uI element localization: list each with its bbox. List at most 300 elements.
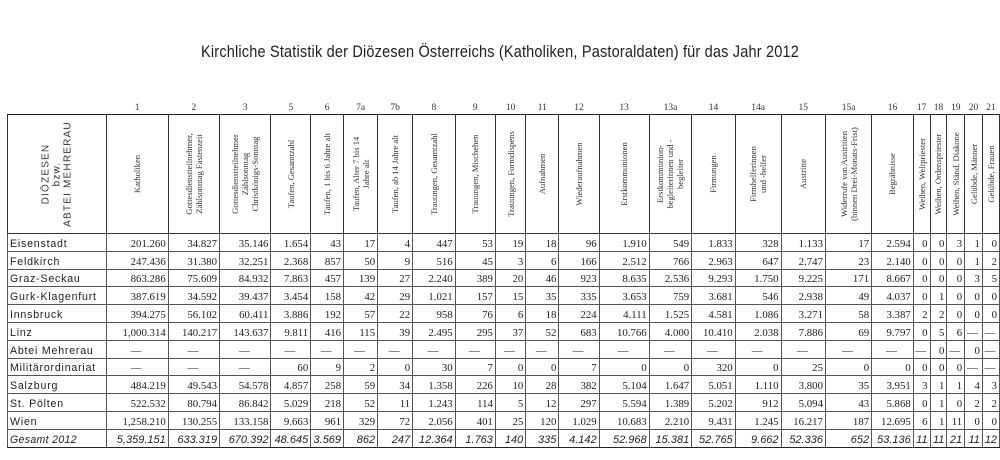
column-number: 17 [916,103,927,113]
total-cell: 52.765 [692,429,735,447]
table-cell: 34.592 [168,287,219,305]
column-header [599,115,649,234]
table-row [8,394,1000,412]
table-cell: — [947,340,965,358]
table-cell: — [495,340,525,358]
table-cell: 0 [930,340,947,358]
table-cell: 2 [982,251,999,269]
table-cell: 17 [344,234,378,252]
table-cell: 9.293 [692,269,735,287]
diocese-name: Graz-Seckau [8,269,107,287]
column-header-line: Begräbnisse [887,152,898,196]
total-cell: 12 [982,429,999,447]
table-cell: 3.653 [599,287,649,305]
table-cell: 3 [947,234,965,252]
table-cell: 9.811 [271,322,311,340]
column-header [965,115,983,234]
table-cell: — [982,340,999,358]
table-cell: 115 [344,322,378,340]
total-cell: 15.381 [649,429,692,447]
table-cell: 247.436 [106,251,168,269]
table-cell: 3 [913,376,930,394]
diocese-name: Abtei Mehrerau [8,340,107,358]
column-header-line: Taufen, Gesamtzahl [285,139,296,209]
table-cell: 1,258.210 [106,411,168,429]
table-cell: 49 [825,287,871,305]
table-cell: — [649,340,692,358]
table-cell: 1.086 [735,305,781,323]
table-cell: 0 [599,358,649,376]
table-cell: 484.219 [106,376,168,394]
column-header [930,115,947,234]
table-cell: — [220,358,271,376]
table-cell: — [872,340,914,358]
table-cell: 0 [965,411,983,429]
column-header [455,115,495,234]
table-cell: — [344,340,378,358]
table-cell: — [965,322,983,340]
diocese-name: Eisenstadt [8,234,107,252]
column-header-line: Widerrufe von Austritten [838,130,849,218]
table-cell: 130.255 [168,411,219,429]
table-cell: 0 [947,358,965,376]
table-cell: 11 [947,411,965,429]
column-header [781,115,825,234]
table-cell: 329 [344,411,378,429]
table-cell: 958 [413,305,456,323]
table-cell: 0 [495,358,525,376]
table-cell: 3 [965,269,983,287]
column-header-line: (binnen Drei-Monats-Frist) [848,127,859,221]
table-cell: 3.951 [872,376,914,394]
table-cell: 0 [947,269,965,287]
column-header-line: Gelübde, Frauen [985,145,996,203]
table-cell: 143.637 [220,322,271,340]
column-number: 8 [431,103,437,113]
table-cell: 3 [982,376,999,394]
table-cell: 166 [559,251,599,269]
table-cell: 0 [947,305,965,323]
table-cell: 2.056 [413,411,456,429]
table-cell: 4 [965,376,983,394]
table-cell: 1 [930,376,947,394]
table-cell: 16.217 [781,411,825,429]
table-cell: 5.094 [781,394,825,412]
table-cell: 0 [825,358,871,376]
table-cell: — [982,358,999,376]
diocese-name: Innsbruck [8,305,107,323]
column-header [649,115,692,234]
column-header [344,115,378,234]
total-cell: 3.569 [311,429,344,447]
column-number: 11 [537,103,547,113]
table-cell: 3 [495,251,525,269]
table-cell: 516 [413,251,456,269]
table-cell: 0 [982,287,999,305]
column-header-line: Trauungen, Formdispens [505,131,516,217]
total-cell: 1.763 [455,429,495,447]
table-cell: — [311,340,344,358]
table-cell: 0 [913,394,930,412]
table-cell: 2.210 [649,411,692,429]
table-cell: 15 [495,287,525,305]
table-cell: 522.532 [106,394,168,412]
table-cell: 27 [378,269,413,287]
table-cell: 447 [413,234,456,252]
table-cell: 53 [455,234,495,252]
table-cell: 387.619 [106,287,168,305]
column-header-line: Trauungen, Gesamtzahl [428,133,439,215]
column-header-line: Weihen, Weltpriester [916,138,927,210]
table-cell: 45 [455,251,495,269]
table-cell: 2.938 [781,287,825,305]
table-cell: 9 [378,251,413,269]
total-cell: 247 [378,429,413,447]
table-cell: 0 [913,322,930,340]
table-cell: 0 [982,234,999,252]
table-cell: 258 [311,376,344,394]
table-cell: 50 [344,251,378,269]
table-cell: 2 [965,394,983,412]
table-cell: 39.437 [220,287,271,305]
total-cell: 53.136 [872,429,914,447]
table-cell: 1.833 [692,234,735,252]
table-cell: 218 [311,394,344,412]
diocese-name: St. Pölten [8,394,107,412]
table-cell: 857 [311,251,344,269]
column-header [106,115,168,234]
table-cell: 187 [825,411,871,429]
table-cell: 9.797 [872,322,914,340]
table-cell: 1.133 [781,234,825,252]
table-cell: 3.387 [872,305,914,323]
total-cell: 652 [825,429,871,447]
document-title: Kirchliche Statistik der Diözesen Österreichs (Katholiken, Pastoraldaten) für das Jahr 2012 [201,43,799,61]
table-cell: 9.225 [781,269,825,287]
diocese-name: Wien [8,411,107,429]
table-row [8,376,1000,394]
total-cell: 21 [947,429,965,447]
column-number: 5 [288,103,294,113]
table-cell: 0 [965,340,983,358]
table-cell: 0 [930,358,947,376]
table-cell: 2.495 [413,322,456,340]
table-row [8,358,1000,376]
column-number: 6 [324,103,330,113]
table-cell: 5.202 [692,394,735,412]
column-number: 2 [191,103,197,113]
table-cell: 295 [455,322,495,340]
table-cell: 0 [965,287,983,305]
table-cell: 6 [526,251,559,269]
table-cell: — [982,322,999,340]
column-number: 13a [663,103,678,113]
table-cell: 35.146 [220,234,271,252]
table-cell: — [526,340,559,358]
table-cell: 0 [378,358,413,376]
table-cell: 759 [649,287,692,305]
column-header-line: Erstkommunion- [655,144,666,204]
table-cell: 86.842 [220,394,271,412]
table-cell: 19 [495,234,525,252]
table-cell: 389 [455,269,495,287]
table-cell: 10.410 [692,322,735,340]
column-header [220,115,271,234]
table-cell: 1 [930,287,947,305]
column-number: 15 [798,103,808,113]
table-cell: 1.910 [599,234,649,252]
table-cell: 0 [649,358,692,376]
table-cell: 2 [913,305,930,323]
table-cell: 961 [311,411,344,429]
column-header [413,115,456,234]
table-cell: 3.681 [692,287,735,305]
table-cell: — [106,340,168,358]
table-cell: 0 [930,269,947,287]
column-number: 10 [505,103,516,113]
table-cell: 46 [526,269,559,287]
total-cell: 12.364 [413,429,456,447]
table-cell: 1.654 [271,234,311,252]
table-cell: 2 [982,394,999,412]
column-number: 12 [574,103,584,113]
column-header [526,115,559,234]
table-cell: 17 [825,234,871,252]
total-cell: 48.645 [271,429,311,447]
diocese-name: Militärordinariat [8,358,107,376]
table-cell: 0 [982,411,999,429]
table-cell: 11 [378,394,413,412]
table-cell: 2 [930,305,947,323]
column-header-line: Erstkommunionen [619,142,630,206]
total-cell: 52.336 [781,429,825,447]
table-cell: 401 [455,411,495,429]
corner-header-line: DIÖZESEN [40,143,52,205]
table-cell: — [220,340,271,358]
table-cell: 0 [913,358,930,376]
table-cell: 2.368 [271,251,311,269]
column-header-line: Firmhelferinnen [748,146,759,202]
column-header-line: Trauungen, Mischehen [470,134,481,214]
statistics-table [7,99,1000,448]
table-cell: 1 [965,234,983,252]
table-cell: 12.695 [872,411,914,429]
table-cell: 5 [930,322,947,340]
table-cell: 394.275 [106,305,168,323]
table-cell: 6 [913,411,930,429]
column-number: 7b [390,103,400,113]
table-cell: 863.286 [106,269,168,287]
table-cell: 7.886 [781,322,825,340]
table-cell: — [168,340,219,358]
column-header-line: Jahre alt [360,159,371,189]
column-header-line: Zählsonntag Fastenzeit [193,134,204,214]
table-row [8,287,1000,305]
table-cell: 0 [947,251,965,269]
table-cell: 2.536 [649,269,692,287]
table-cell: 297 [559,394,599,412]
column-header-line: Christkönigs-Sonntag [250,136,261,212]
column-header [495,115,525,234]
table-cell: 1,000.314 [106,322,168,340]
table-row [8,251,1000,269]
table-cell: 9 [311,358,344,376]
table-cell: 683 [559,322,599,340]
total-cell: 633.319 [168,429,219,447]
table-cell: 912 [735,394,781,412]
table-cell: 12 [526,394,559,412]
table-cell: 7.863 [271,269,311,287]
column-number: 20 [968,103,979,113]
total-cell: 862 [344,429,378,447]
table-cell: 52 [344,394,378,412]
total-cell: 4.142 [559,429,599,447]
table-cell: 35 [526,287,559,305]
column-number: 14a [751,103,765,113]
table-cell: 192 [311,305,344,323]
total-label: Gesamt 2012 [8,429,107,447]
table-cell: 1 [930,411,947,429]
table-cell: 75.609 [168,269,219,287]
table-cell: — [168,358,219,376]
table-cell: 226 [455,376,495,394]
table-cell: 1.245 [735,411,781,429]
table-cell: 7 [559,358,599,376]
table-cell: 2 [344,358,378,376]
total-cell: 52.968 [599,429,649,447]
table-cell: 5 [982,269,999,287]
table-cell: 457 [311,269,344,287]
table-cell: 0 [913,234,930,252]
column-number-row [8,99,1000,115]
table-cell: 43 [311,234,344,252]
table-cell: — [692,340,735,358]
diocese-name: Feldkirch [8,251,107,269]
table-cell: 80.794 [168,394,219,412]
table-cell: 10.766 [599,322,649,340]
table-cell: 1 [965,251,983,269]
diocese-name: Gurk-Klagenfurt [8,287,107,305]
table-cell: 1.750 [735,269,781,287]
column-header [271,115,311,234]
table-cell: 320 [692,358,735,376]
column-header-line: und -helfer [758,155,769,193]
table-cell: 546 [735,287,781,305]
table-cell: 35 [825,376,871,394]
column-header-line: Taufen, Alter 7 bis 14 [350,136,361,212]
table-row [8,322,1000,340]
table-cell: 1.021 [413,287,456,305]
column-header-line: Zählsonntag [240,152,251,196]
table-cell: 25 [781,358,825,376]
table-cell: 96 [559,234,599,252]
table-cell: — [559,340,599,358]
table-cell: 25 [495,411,525,429]
table-cell: 120 [526,411,559,429]
table-cell: — [455,340,495,358]
column-header-line: Gottesdienstteilnehmer, [183,133,194,215]
table-cell: 34.827 [168,234,219,252]
column-header [559,115,599,234]
table-cell: 57 [344,305,378,323]
table-cell: 139 [344,269,378,287]
column-header-line: Firmungen [708,155,719,193]
table-cell: 49.543 [168,376,219,394]
column-header [168,115,219,234]
table-cell: 37 [495,322,525,340]
column-header-line: Gottesdienstteilnehmer [230,134,241,214]
column-header [947,115,965,234]
table-cell: 54.578 [220,376,271,394]
table-cell: 0 [913,269,930,287]
table-cell: 1.243 [413,394,456,412]
total-cell: 335 [526,429,559,447]
table-cell: 60 [271,358,311,376]
table-cell: 18 [526,234,559,252]
table-cell: 34 [378,376,413,394]
column-header-line: Gelübde, Männer [968,143,979,205]
column-number: 18 [933,103,944,113]
table-cell: 5.594 [599,394,649,412]
table-cell: — [825,340,871,358]
corner-header-line: ABTEI MEHRERAU [62,121,74,227]
table-cell: 28 [526,376,559,394]
table-cell: 3.271 [781,305,825,323]
column-header-line: Austritte [798,158,809,190]
table-row [8,305,1000,323]
column-number: 9 [472,103,478,113]
table-cell: 3.454 [271,287,311,305]
table-cell: 56.102 [168,305,219,323]
table-cell: 923 [559,269,599,287]
table-cell: 2.240 [413,269,456,287]
column-header-line: begleiter [675,158,686,190]
table-cell: 5.051 [692,376,735,394]
table-cell: 1 [930,394,947,412]
table-cell: 52 [526,322,559,340]
table-cell: 10 [495,376,525,394]
table-row [8,269,1000,287]
table-cell: 4 [378,234,413,252]
column-header [825,115,871,234]
table-cell: 6 [947,322,965,340]
table-cell: 0 [930,251,947,269]
table-cell: 4.857 [271,376,311,394]
column-header-line: Taufen, ab 14 Jahre alt [390,135,401,213]
table-cell: 2.747 [781,251,825,269]
table-cell: 0 [526,358,559,376]
table-cell: 4.581 [692,305,735,323]
column-number: 16 [887,103,898,113]
column-header-line: begleiterinnen und - [665,139,676,209]
table-cell: 30 [413,358,456,376]
table-cell: 4.037 [872,287,914,305]
table-cell: 140.217 [168,322,219,340]
table-cell: — [599,340,649,358]
table-cell: 20 [495,269,525,287]
table-cell: 201.260 [106,234,168,252]
table-cell: 8.635 [599,269,649,287]
table-cell: 5.104 [599,376,649,394]
table-cell: — [271,340,311,358]
table-cell: 31.380 [168,251,219,269]
column-header [982,115,999,234]
column-number: 15a [841,103,856,113]
table-cell: 5.868 [872,394,914,412]
column-header-line: Weihen, Ordenspriester [933,133,944,215]
table-cell: 133.158 [220,411,271,429]
table-cell: 171 [825,269,871,287]
